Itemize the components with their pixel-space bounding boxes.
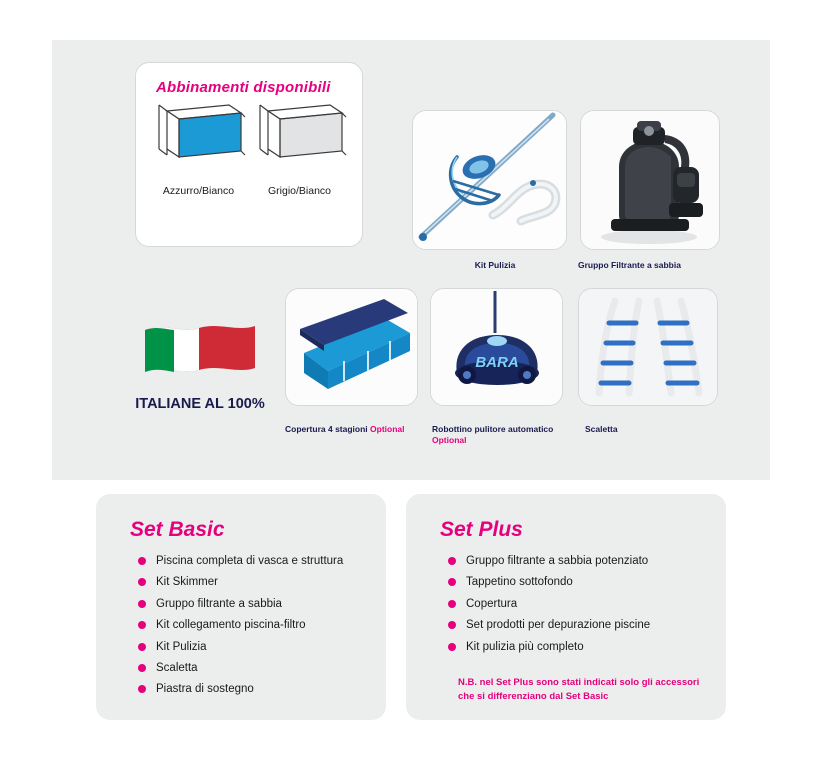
list-item: Tappetino sottofondo: [448, 575, 702, 589]
made-in-italy-label: ITALIANE AL 100%: [135, 396, 265, 412]
scaletta-image: [579, 289, 717, 405]
list-item: Kit Pulizia: [138, 640, 362, 654]
list-item: Piscina completa di vasca e struttura: [138, 554, 362, 568]
optional-badge: Optional: [370, 424, 405, 434]
set-plus-title: Set Plus: [440, 518, 523, 541]
list-item: Kit collegamento piscina-filtro: [138, 618, 362, 632]
set-basic-title: Set Basic: [130, 518, 225, 541]
pool-azzurro-icon: [151, 91, 247, 163]
set-plus-card: [406, 494, 726, 720]
set-basic-card: [96, 494, 386, 720]
combination-option-azzurro: [151, 91, 247, 197]
copertura-image: [286, 289, 417, 405]
set-basic-list: [120, 554, 362, 697]
caption-copertura: Copertura 4 stagioni Optional: [285, 424, 405, 434]
robot-pulitore-image: [431, 289, 562, 405]
caption-kit-pulizia: Kit Pulizia: [474, 260, 516, 270]
made-in-italy-block: [120, 320, 280, 412]
combinations-title: Abbinamenti disponibili: [156, 79, 331, 96]
combinations-card: [135, 62, 363, 247]
pool-grigio-icon: [252, 91, 348, 163]
optional-badge: Optional: [432, 434, 467, 445]
combinations-options: [148, 102, 350, 197]
photo-kit-pulizia: [412, 110, 567, 250]
caption-gruppo-filtrante: Gruppo Filtrante a sabbia: [578, 260, 681, 270]
combination-label: Azzurro/Bianco: [162, 185, 235, 197]
italian-flag-icon: [141, 320, 259, 382]
combination-label: Grigio/Bianco: [267, 185, 332, 197]
list-item: Gruppo filtrante a sabbia potenziato: [448, 554, 702, 568]
photo-scaletta: [578, 288, 718, 406]
kit-pulizia-image: [413, 111, 566, 249]
list-item: Gruppo filtrante a sabbia: [138, 597, 362, 611]
list-item: Kit pulizia più completo: [448, 640, 702, 654]
svg-text:BARA: BARA: [475, 354, 519, 371]
set-plus-list: [430, 554, 702, 654]
list-item: Set prodotti per depurazione piscine: [448, 618, 702, 632]
caption-robot-pulitore: Robottino pulitore automatico Optional: [432, 424, 554, 445]
list-item: Scaletta: [138, 661, 362, 675]
set-plus-note: N.B. nel Set Plus sono stati indicati solo gli accessori che si differenziano dal Set Basic: [458, 676, 700, 702]
photo-gruppo-filtrante: [580, 110, 720, 250]
combination-option-grigio: [252, 91, 348, 197]
list-item: Kit Skimmer: [138, 575, 362, 589]
caption-scaletta: Scaletta: [585, 424, 618, 434]
photo-copertura: [285, 288, 418, 406]
list-item: Piastra di sostegno: [138, 682, 362, 696]
photo-robot-pulitore: [430, 288, 563, 406]
gruppo-filtrante-image: [581, 111, 719, 249]
list-item: Copertura: [448, 597, 702, 611]
